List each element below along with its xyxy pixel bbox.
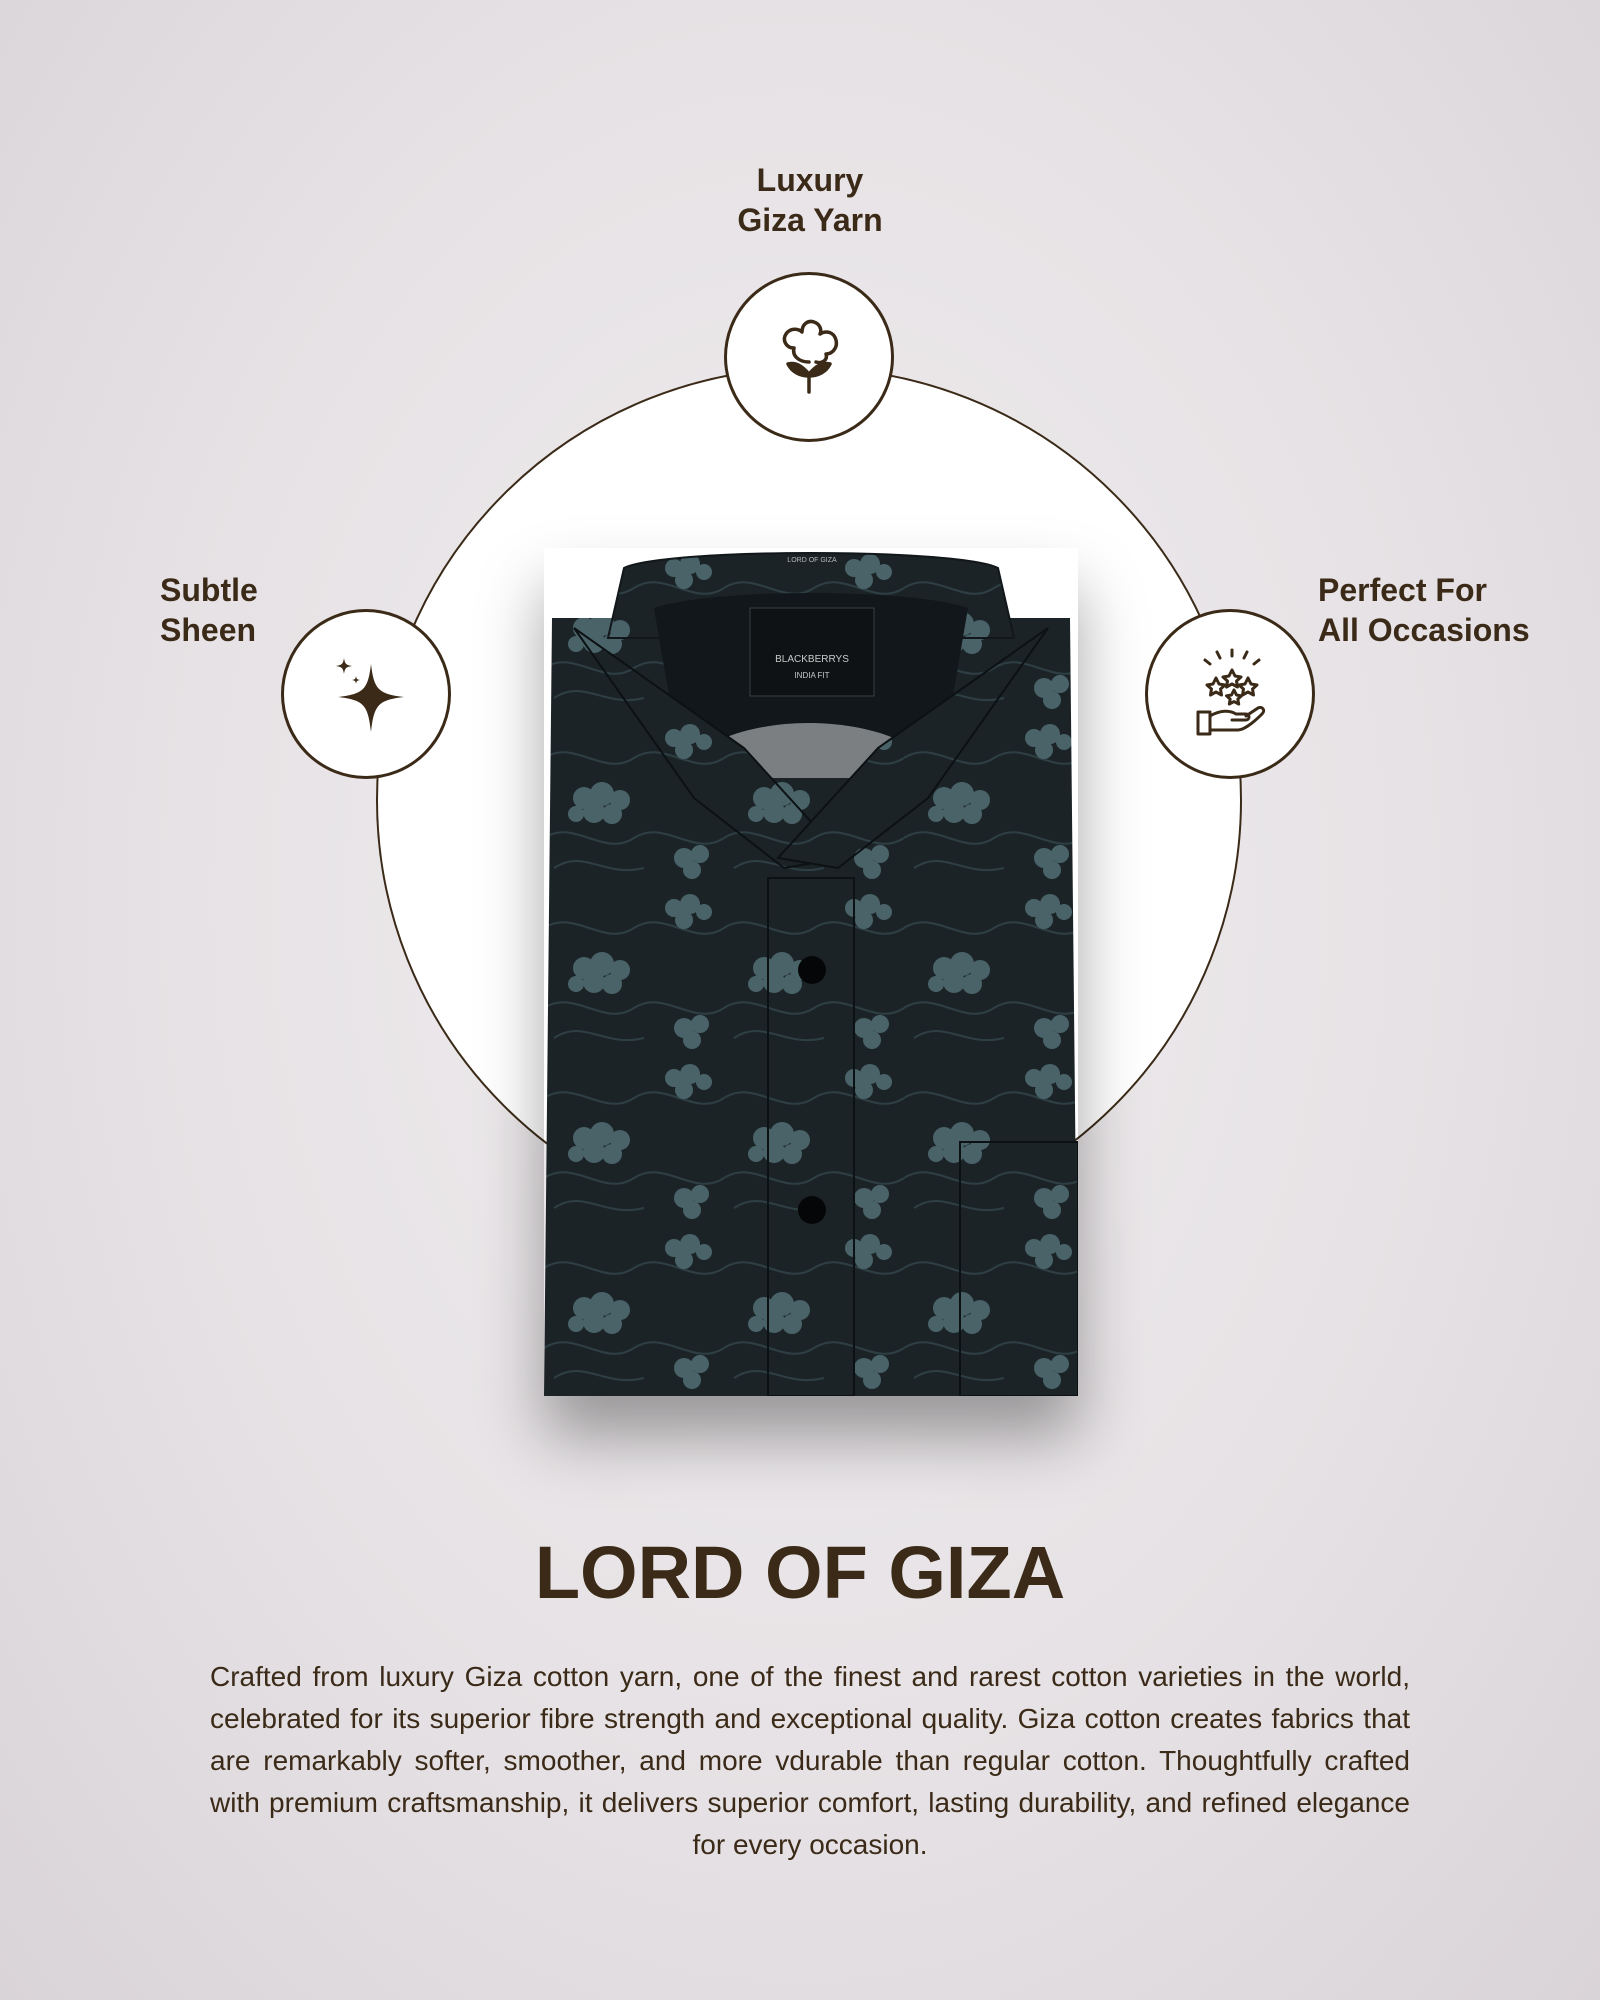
shirt-button — [798, 1196, 826, 1224]
product-title: LORD OF GIZA — [534, 1531, 1066, 1614]
hand-stars-icon — [1180, 644, 1280, 744]
neck-tape-label: LORD OF GIZA — [787, 557, 837, 564]
feature-label-line: Luxury — [756, 162, 864, 198]
cotton-icon — [764, 312, 854, 402]
feature-label-line: Sheen — [160, 612, 257, 648]
fit-label: INDIA FIT — [794, 671, 830, 680]
product-description: Crafted from luxury Giza cotton yarn, one of the finest and rarest cotton varieties in the world, celebrated for its superior fibre strength and exceptional quality. Giza cotton creates fabrics that are remarkably softer, smoother, and more vdurable than regular cotton. Thoughtfully crafted with premium craftsmanship, it delivers superior comfort, lasting durability, and refined elegance for every occasion. — [210, 1661, 1410, 1860]
feature-label-all-occasions — [1318, 570, 1598, 650]
feature-label-line: Subtle — [160, 572, 258, 608]
feature-icon-circle-yarn — [724, 272, 894, 442]
feature-label-line: Giza Yarn — [737, 202, 883, 238]
shirt-button — [798, 956, 826, 984]
feature-icon-circle-occasions — [1145, 609, 1315, 779]
shirt-image — [544, 548, 1078, 1396]
feature-icon-circle-sheen — [281, 609, 451, 779]
feature-label-line: Perfect For — [1318, 572, 1487, 608]
feature-label-line: All Occasions — [1318, 612, 1530, 648]
brand-label: BLACKBERRYS — [775, 654, 849, 665]
feature-label-giza-yarn — [640, 160, 980, 240]
sparkle-icon — [316, 644, 416, 744]
